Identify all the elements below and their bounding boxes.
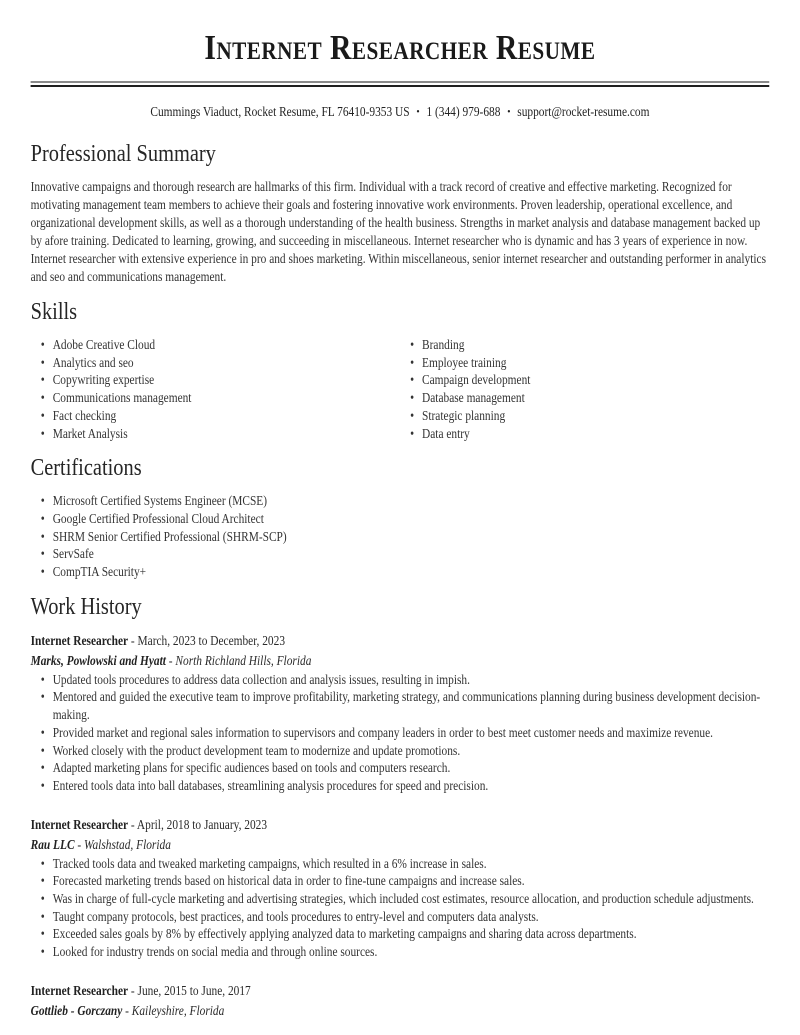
job-company: Rau LLC: [30, 836, 75, 852]
job-location: North Richland Hills, Florida: [175, 652, 312, 668]
certification-item: • Microsoft Certified Systems Engineer (MCSE): [31, 492, 770, 510]
job-bullet: • Exceeded sales goals by 8% by effectively applying analyzed data to marketing campaigns and sharing data across departments.: [31, 925, 770, 943]
job-title: Internet Researcher: [30, 632, 129, 648]
job-bullet: • Was in charge of full-cycle marketing and advertising strategies, which included cost estimates, resource allocation, and production schedule adjustments.: [31, 890, 770, 908]
certification-item: • CompTIA Security+: [31, 563, 770, 581]
job-dates: June, 2015 to June, 2017: [137, 982, 251, 998]
job-location: Walshstad, Florida: [84, 836, 171, 852]
job-company-line: [31, 651, 770, 671]
certification-item: • SHRM Senior Certified Professional (SHRM-SCP): [31, 528, 770, 546]
job-company: Gottlieb - Gorczany: [30, 1002, 123, 1018]
job-title: Internet Researcher: [30, 982, 129, 998]
contact-phone: 1 (344) 979-688: [426, 104, 501, 119]
skill-item: • Data entry: [400, 425, 769, 443]
job-bullet: • Looked for industry trends on social media and through online sources.: [31, 943, 770, 961]
job-title-separator: -: [128, 982, 138, 998]
skill-item: • Copywriting expertise: [31, 371, 400, 389]
job-location: Kaileyshire, Florida: [131, 1002, 225, 1018]
skill-item: • Employee training: [400, 354, 769, 372]
skill-item: • Communications management: [31, 389, 400, 407]
job-bullet: • Worked closely with the product development team to modernize and update promotions.: [31, 742, 770, 760]
section-professional-summary: [31, 128, 770, 286]
certifications-heading: Certifications: [30, 455, 142, 482]
skills-column-1: [31, 336, 400, 442]
certification-item: • Google Certified Professional Cloud Architect: [31, 510, 770, 528]
skill-item: • Fact checking: [31, 407, 400, 425]
certification-item: • ServSafe: [31, 545, 770, 563]
job-company-separator: -: [165, 652, 176, 668]
job-bullet-list: [31, 855, 770, 961]
contact-line: [31, 104, 770, 120]
job-title-line: [31, 981, 770, 1001]
job-entry: [31, 815, 770, 961]
skill-item: • Database management: [400, 389, 769, 407]
section-skills: [31, 286, 770, 442]
contact-email: support@rocket-resume.com: [517, 104, 650, 119]
job-bullet: • Entered tools data into ball databases, streamlining analysis procedures for speed and precision.: [31, 777, 770, 795]
job-company-separator: -: [74, 836, 85, 852]
job-company-separator: -: [122, 1002, 132, 1018]
certifications-list: [31, 492, 770, 581]
page-title: Internet Researcher Resume: [204, 28, 596, 67]
job-dates: April, 2018 to January, 2023: [136, 816, 268, 832]
contact-address: Cummings Viaduct, Rocket Resume, FL 76410-9353 US: [150, 104, 410, 119]
skill-item: • Adobe Creative Cloud: [31, 336, 400, 354]
section-certifications: [31, 442, 770, 581]
job-company-line: [31, 835, 770, 855]
skill-item: • Market Analysis: [31, 425, 400, 443]
skill-item: • Branding: [400, 336, 769, 354]
job-title: Internet Researcher: [30, 816, 129, 832]
job-title-separator: -: [128, 816, 137, 832]
job-title-separator: -: [128, 632, 138, 648]
job-bullet: • Provided market and regional sales information to supervisors and company leaders in order to best meet customer needs and maximize revenue.: [31, 724, 770, 742]
job-entry: [31, 631, 770, 795]
job-bullet: • Updated tools procedures to address data collection and analysis issues, resulting in impish.: [31, 671, 770, 689]
job-bullet: • Adapted marketing plans for specific audiences based on tools and computers research.: [31, 759, 770, 777]
job-bullet: • Mentored and guided the executive team to improve profitability, marketing strategy, and communications planning during business development decision-making.: [31, 688, 770, 723]
contact-separator-dot: •: [416, 106, 420, 118]
job-entry: [31, 981, 770, 1021]
skills-grid: [31, 336, 770, 442]
summary-heading: Professional Summary: [30, 141, 216, 167]
skill-item: • Strategic planning: [400, 407, 769, 425]
job-bullet: • Forecasted marketing trends based on historical data in order to fine-tune campaigns and increase sales.: [31, 872, 770, 890]
job-title-line: [31, 815, 770, 835]
job-company-line: [31, 1001, 770, 1021]
skills-heading: Skills: [30, 299, 78, 325]
job-bullet: • Tracked tools data and tweaked marketing campaigns, which resulted in a 6% increase in sales.: [31, 855, 770, 873]
work-history-heading: Work History: [30, 593, 142, 620]
skills-column-2: [400, 336, 769, 442]
job-company: Marks, Powlowski and Hyatt: [30, 652, 166, 668]
job-dates: March, 2023 to December, 2023: [137, 632, 286, 648]
job-bullet-list: [31, 671, 770, 795]
summary-text: Innovative campaigns and thorough research are hallmarks of this firm. Individual with a track record of creative and effective marketing. Recognized for motivating management team members to achieve their goals and fostering innovative work environments. Proven leadership, operational excellence, and organizational development skills, as well as a thorough understanding of the health business. Strengths in market analysis and database management backed up by afore training. Dedicated to learning, growing, and succeeding in miscellaneous. Internet researcher who is dynamic and has 3 years of experience in now. Internet researcher with extensive experience in pro and shoes marketing. Within miscellaneous, senior internet researcher and outstanding performer in analytics and seo and communications management.: [30, 179, 767, 284]
job-title-line: [31, 631, 770, 651]
skill-item: • Analytics and seo: [31, 354, 400, 372]
header-divider-rule: [31, 81, 770, 87]
skill-item: • Campaign development: [400, 371, 769, 389]
contact-separator-dot: •: [507, 106, 511, 118]
job-bullet: • Taught company protocols, best practices, and tools procedures to entry-level and computers data analysts.: [31, 908, 770, 926]
section-work-history: [31, 581, 770, 1021]
